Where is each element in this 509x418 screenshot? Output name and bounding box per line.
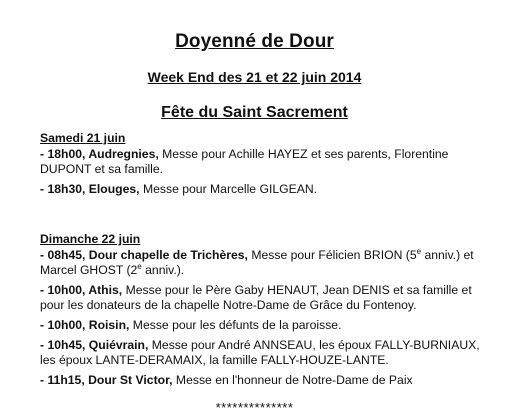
list-item	[40, 147, 490, 178]
entry-lead: - 10h45, Quiévrain,	[40, 337, 149, 352]
entry-text: Messe en l'honneur de Notre-Dame de Paix	[172, 372, 413, 387]
list-item	[40, 318, 490, 334]
ordinal-suffix: e	[137, 262, 142, 272]
entry-text: Messe pour Félicien BRION (5	[247, 247, 417, 262]
entry-lead: - 18h30, Elouges,	[40, 181, 140, 196]
entry-lead: - 18h00, Audregnies,	[40, 146, 159, 161]
saturday-section	[40, 131, 490, 201]
weekend-subtitle: Week End des 21 et 22 juin 2014	[147, 69, 362, 85]
list-item	[40, 248, 490, 279]
page-title: Doyenné de Dour	[175, 31, 334, 52]
sunday-section	[40, 232, 490, 392]
entry-text: Messe pour André ANNSEAU, les époux FALLY-BURNIAUX, les époux LANTE-DERAMAIX, la famille FALLY-HOUZE-LANTE.	[40, 337, 480, 368]
list-item	[40, 373, 490, 389]
entry-text: anniv.).	[141, 263, 185, 278]
sunday-heading: Dimanche 22 juin	[40, 232, 141, 246]
entry-text: Messe pour le Père Gaby HENAUT, Jean DENIS et sa famille et pour les donateurs de la chapelle Notre-Dame de Grâce du Fontenoy.	[40, 282, 472, 313]
entry-text: anniv.) et Marcel GHOST (2	[40, 247, 474, 278]
entry-text: Messe pour les défunts de la paroisse.	[129, 317, 342, 332]
list-item	[40, 338, 490, 369]
entry-lead: - 10h00, Athis,	[40, 282, 123, 297]
entry-lead: - 11h15, Dour St Victor,	[40, 372, 173, 387]
entry-lead: - 08h45, Dour chapelle de Trichères,	[40, 247, 248, 262]
feast-heading: Fête du Saint Sacrement	[161, 104, 348, 121]
saturday-heading: Samedi 21 juin	[40, 131, 126, 145]
list-item	[40, 283, 490, 314]
list-item	[40, 182, 490, 198]
ordinal-suffix: e	[416, 246, 422, 256]
asterisk-separator: **************	[215, 400, 294, 415]
entry-text: Messe pour Achille HAYEZ et ses parents, Florentine DUPONT et sa famille.	[40, 146, 449, 177]
entry-lead: - 10h00, Roisin,	[40, 317, 130, 332]
entry-text: Messe pour Marcelle GILGEAN.	[139, 181, 318, 196]
